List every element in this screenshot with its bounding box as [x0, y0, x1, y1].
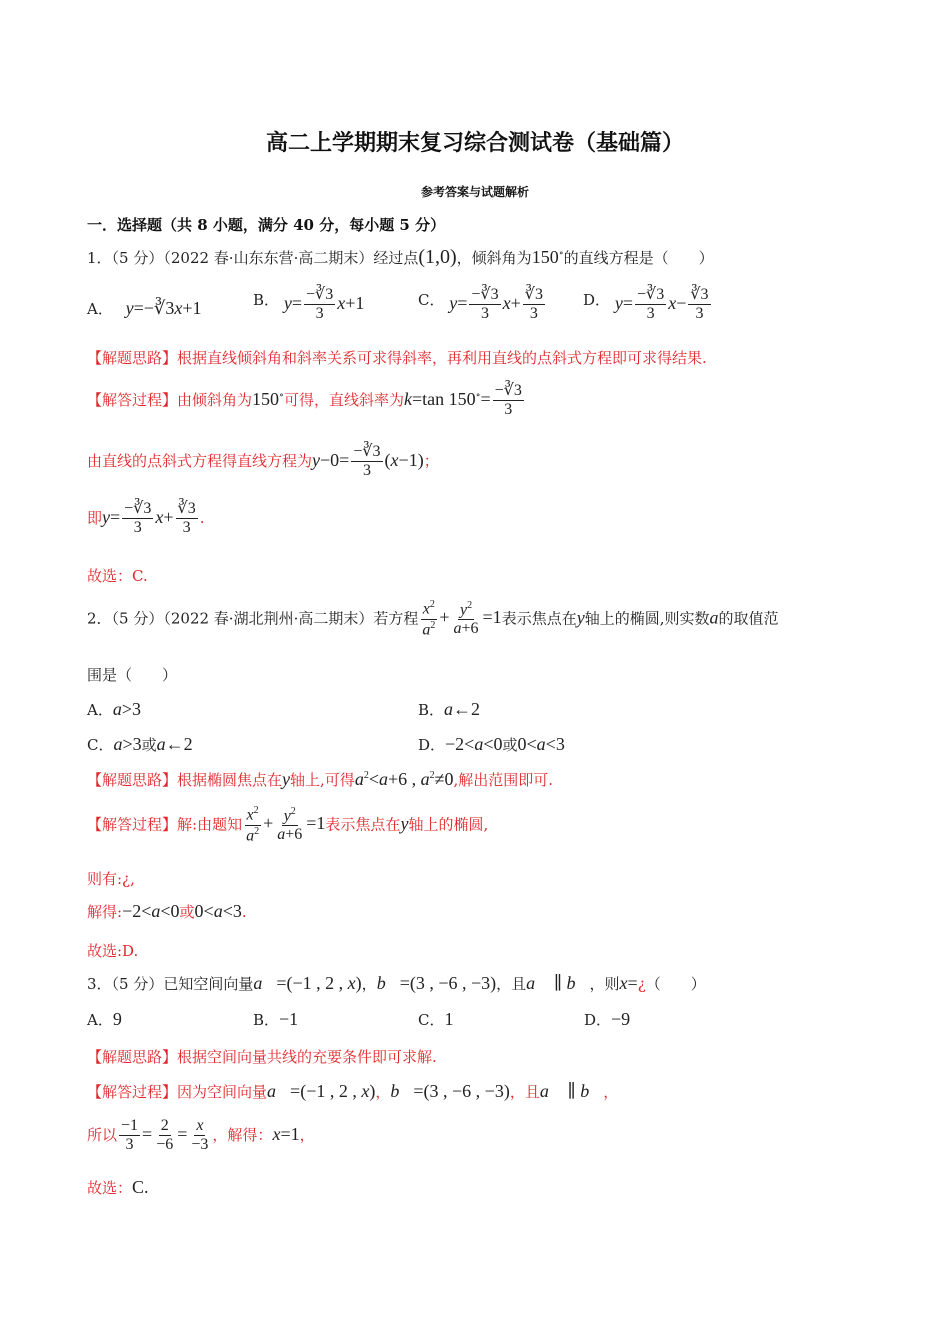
- q2-stem-cont: 围是（ ）: [87, 666, 178, 684]
- q1-thinking: 【解题思路】根据直线倾斜角和斜率关系可求得斜率，再利用直线的点斜式方程即可求得结果.: [87, 349, 707, 367]
- q1-angle: 150∘: [531, 247, 564, 267]
- q1-stem: 1．（5 分）（2022 春·山东东营·高二期末）经过点(1,0)，倾斜角为150∘的直线方程是（ ）: [87, 246, 714, 268]
- q2-option-d: D．−2<a<0或0<a<3: [418, 734, 565, 754]
- q3-option-b: B．−1: [253, 1009, 299, 1029]
- q2-process: 【解答过程】解:由题知 $\frac{x^2}{a^2}$ + $\frac{y^2}{a+6}$ =1表示焦点在y轴上的椭圆,: [87, 805, 489, 845]
- q1-process: 【解答过程】由倾斜角为150∘可得，直线斜率为k=tan 150∘= $\frac{-∛3}{3}$: [87, 382, 522, 419]
- q2-option-c: C．a>3或a←2: [87, 734, 193, 754]
- q3-process: 【解答过程】因为空间向量a⃗=(−1 , 2 , x)，b⃗=(3 , −6 , −3)，且a⃗ ∥ b⃗，: [87, 1081, 619, 1101]
- q2-answer: 故选:D.: [87, 942, 139, 960]
- q2-option-b: B．a←2: [418, 699, 481, 719]
- q2-solve: 解得:−2<a<0或0<a<3.: [87, 901, 247, 921]
- q2-option-a: A．a>3: [87, 699, 141, 719]
- q1-result: 即y= $\frac{-∛3}{3}$ x+ $\frac{∛3}{3}$ .: [87, 500, 205, 537]
- q1-answer: 故选：C.: [87, 567, 148, 585]
- q1-option-d: D． y= $\frac{-∛3}{3}$ x− $\frac{∛3}{3}$: [583, 286, 709, 323]
- q1-point: (1,0): [418, 246, 457, 268]
- q3-so: 所以 $\frac{-1}{3}$ = $\frac{2}{-6}$ = $\frac{x}{-3}$ ，解得：x=1，: [87, 1117, 315, 1154]
- q3-option-c: C．1: [418, 1009, 454, 1029]
- q3-option-a: A．9: [87, 1009, 122, 1029]
- q1-option-b: B． y= $\frac{-∛3}{3}$ x+1: [253, 286, 365, 323]
- q2-thinking: 【解题思路】根据椭圆焦点在y轴上,可得$a^2<a+6$ , $a^2\ne 0$,解出范围即可.: [87, 769, 554, 789]
- q1-option-a: A． y=−∛3x+1: [87, 298, 202, 318]
- q3-thinking: 【解题思路】根据空间向量共线的充要条件即可求解.: [87, 1048, 437, 1066]
- q2-stem: 2．（5 分）（2022 春·湖北荆州·高二期末）若方程 $\frac{x^2}{a^2}$ + $\frac{y^2}{a+6}$ =1表示焦点在y轴上的椭圆,则实数a的取值范: [87, 599, 779, 639]
- q1-option-c: C． y= $\frac{-∛3}{3}$ x+ $\frac{∛3}{3}$: [418, 286, 543, 323]
- page-subtitle: 参考答案与试题解析: [420, 185, 529, 199]
- q2-then: 则有:¿,: [87, 870, 135, 888]
- q3-answer: 故选：C.: [87, 1177, 149, 1197]
- section-heading: 一．选择题（共 8 小题，满分 40 分，每小题 5 分）: [87, 216, 446, 234]
- page-title: 高二上学期期末复习综合测试卷（基础篇）: [265, 130, 684, 156]
- q1-line-equation: 由直线的点斜式方程得直线方程为y−0= $\frac{-∛3}{3}$ (x−1)；: [87, 443, 439, 480]
- q3-stem: 3．（5 分）已知空间向量a⃗=(−1 , 2 , x)，b⃗=(3 , −6 , −3)，且a⃗ ∥ b⃗，则x=¿（ ）: [87, 973, 706, 993]
- q3-option-d: D．−9: [584, 1009, 631, 1029]
